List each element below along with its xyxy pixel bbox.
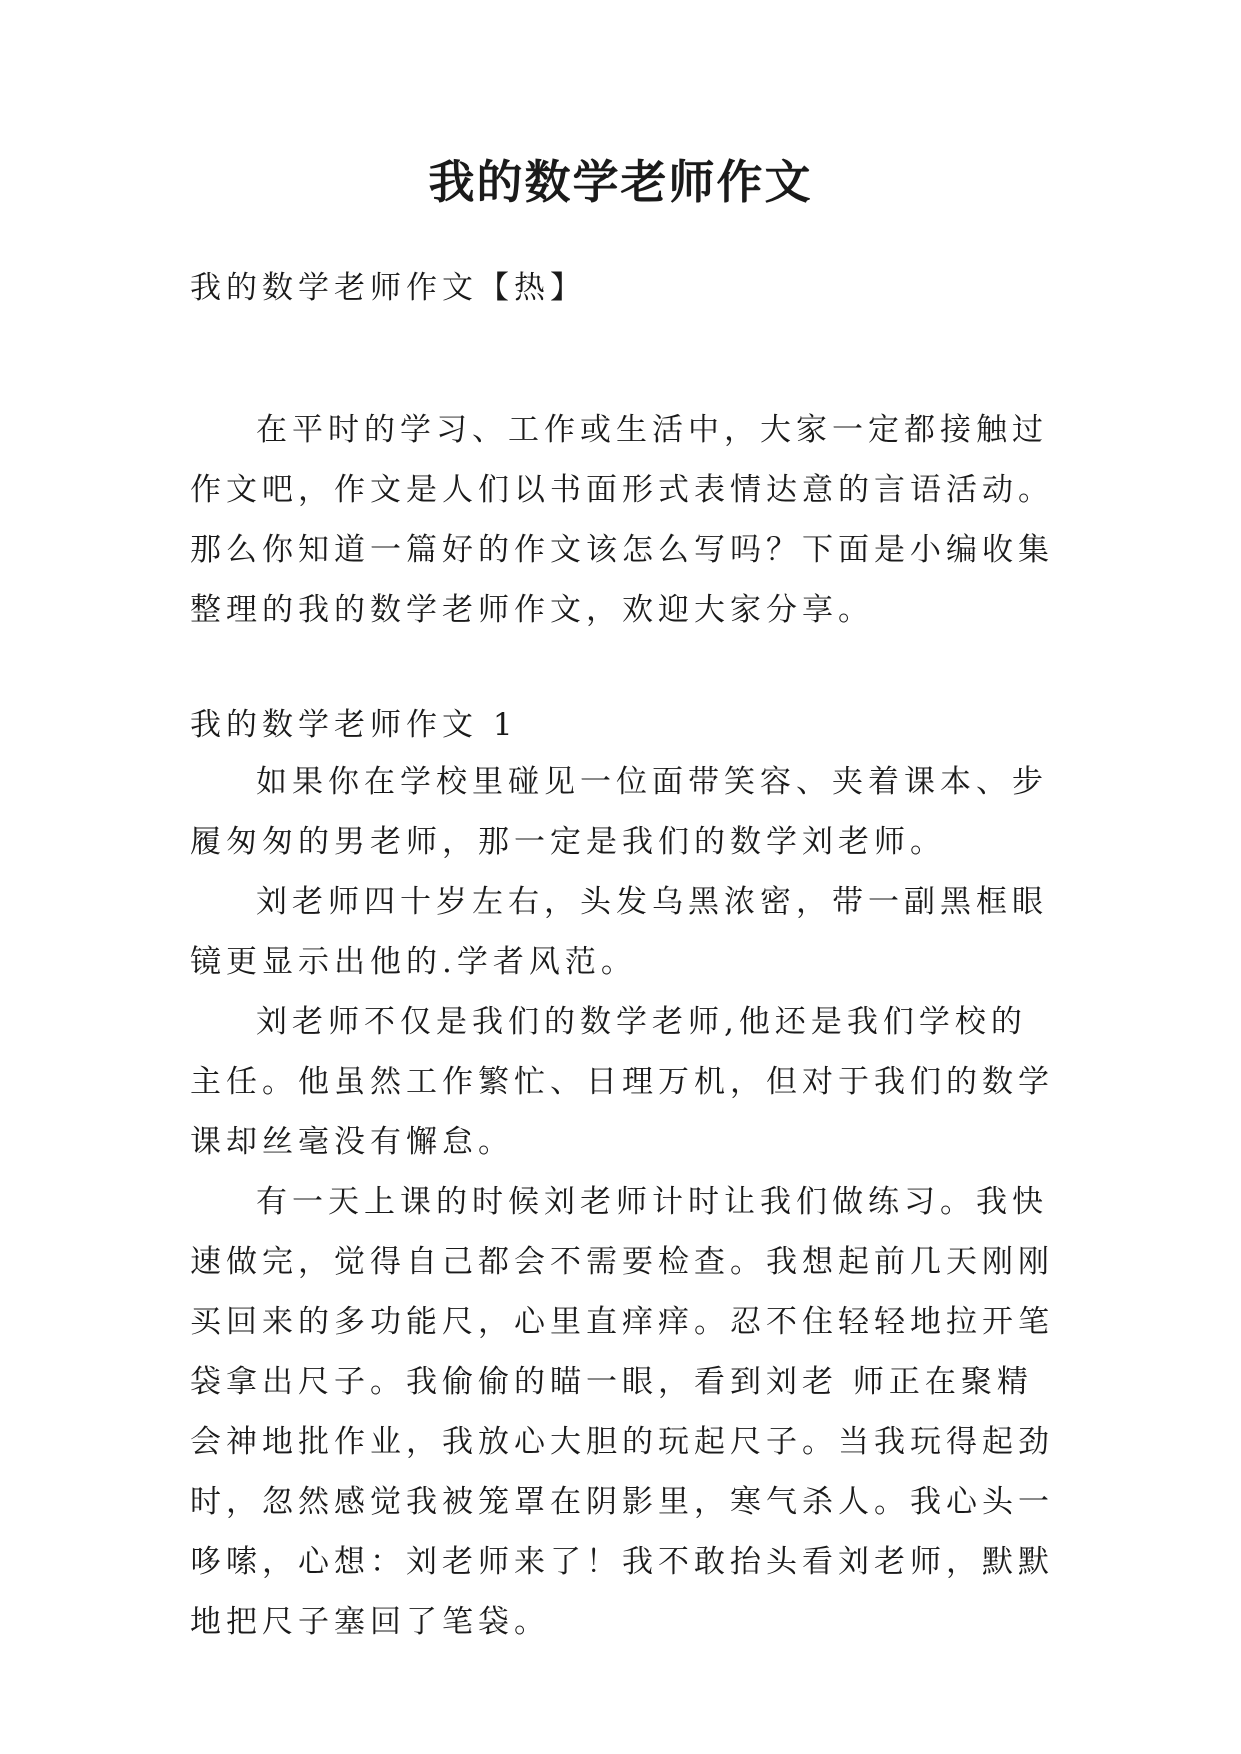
section-heading: 我的数学老师作文 1: [190, 707, 518, 743]
document-title: 我的数学老师作文: [428, 155, 813, 209]
document-subtitle: 我的数学老师作文【热】: [190, 270, 586, 306]
body-paragraph: 刘老师四十岁左右，头发乌黑浓密，带一副黑框眼镜更显示出他的.学者风范。: [190, 884, 1048, 980]
body-paragraph: 如果你在学校里碰见一位面带笑容、夹着课本、步履匆匆的男老师，那一定是我们的数学刘老师。: [190, 764, 1048, 860]
body-paragraph: 有一天上课的时候刘老师计时让我们做练习。我快速做完，觉得自己都会不需要检查。我想起前几天刚刚买回来的多功能尺，心里直痒痒。忍不住轻轻地拉开笔袋拿出尺子。我偷偷的瞄一眼，看到刘老 师正在聚精会神地批作业，我放心大胆的玩起尺子。当我玩得起劲时，忽然感觉我被笼罩在阴影里，寒气杀人。我心头一哆嗦，心想：刘老师来了！我不敢抬头看刘老师，默默地把尺子塞回了笔袋。: [190, 1184, 1054, 1640]
body-paragraph: 刘老师不仅是我们的数学老师,他还是我们学校的主任。他虽然工作繁忙、日理万机，但对于我们的数学课却丝毫没有懈怠。: [190, 1004, 1054, 1160]
intro-paragraph: 在平时的学习、工作或生活中，大家一定都接触过作文吧，作文是人们以书面形式表情达意的言语活动。那么你知道一篇好的作文该怎么写吗？下面是小编收集整理的我的数学老师作文，欢迎大家分享。: [190, 412, 1054, 628]
